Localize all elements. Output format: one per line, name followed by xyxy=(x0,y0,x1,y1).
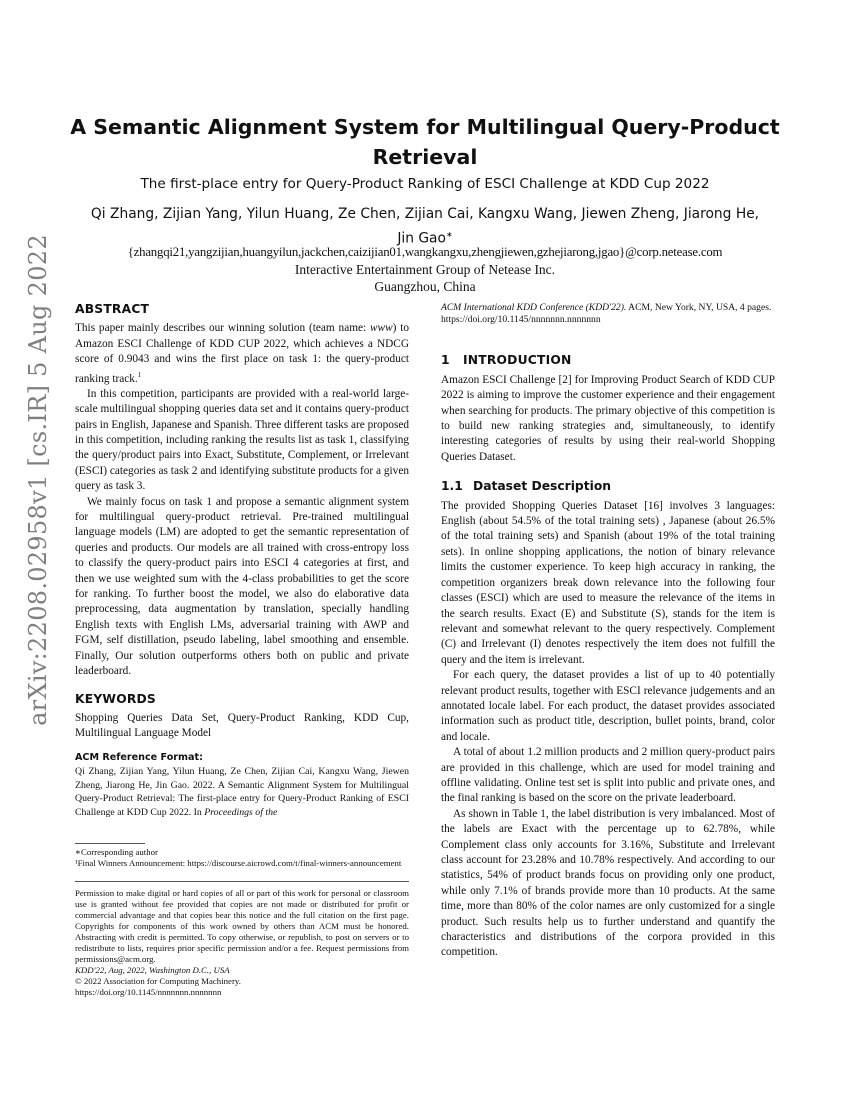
footnote-winners: ¹Final Winners Announcement: https://discourse.aicrowd.com/t/final-winners-announcement xyxy=(75,858,402,869)
dataset-paragraph-1: The provided Shopping Queries Dataset [16] involves 3 languages: English (about 54.5% of the total training sets) , Japanese (about 26.5% of the total training sets) and Spanish (about 19% of the total training sets). In online shopping applications, the notion of binary relevance limits the customer experience. To keep high accuracy in ranking, the competition organizers break down relevance into the following four classes (ESCI) which are used to measure the relevance of the items in the search results. Exact (E) and Substitute (S), stands for the item is relevant and somewhat relevant to the query respectively. Complement (C) and Irrelevant (I) denotes respectively the item does not fulfill the query and the item is irrelevant. xyxy=(441,499,775,666)
venue-line xyxy=(75,965,409,976)
subsection-number: 1.1 xyxy=(441,479,463,494)
paper-subtitle: The first-place entry for Query-Product Ranking of ESCI Challenge at KDD Cup 2022 xyxy=(140,176,710,192)
affiliation-block xyxy=(60,261,790,295)
intro-paragraph-1: Amazon ESCI Challenge [2] for Improving Product Search of KDD CUP 2022 is aiming to improve the customer experience and their engagement when searching for products. The primary objective of this competition is to build new ranking strategies and, simultaneously, to identify interesting categories of results by using their real-world Shopping Queries Dataset. xyxy=(441,373,775,463)
permission-rule xyxy=(75,881,409,882)
abstract-paragraph-3: We mainly focus on task 1 and propose a semantic alignment system for multilingual query-product retrieval. Pre-trained multilingual language models (LM) are adopted to get the semantic representation of queries and products. Our models are all trained with cross-entropy loss to classify the query-product pairs into ESCI 4 categories at first, and then we use weighted sum with the 4-class probabilities to get the score for ranking. To further boost the model, we also do elaborative data preprocessing, data augmentation by translation, specially handling English texts with English LMs, adversarial training with AWP and FGM, self distillation, pseudo labeling, label smoothing and ensemble. Finally, Our solution outperforms others both on public and private leaderboard. xyxy=(75,495,409,678)
left-column xyxy=(75,302,409,998)
keywords-heading: KEYWORDS xyxy=(75,691,156,706)
dataset-paragraph-4: As shown in Table 1, the label distribution is very imbalanced. Most of the labels are Exact with the percentage up to 62.78%, while Complement class only accounts for 3.16%, Substitute and Irrelevant class account for 23.28% and 10.78% respectively. And according to our statistics, 54% of product brands focus on providing only one product, while only 7.1% of brands provide more than 10 products. At the same time, more than 80% of the color names are only customized for a single product. Such results help us to further understand and quantify the characteristics and distributions of the corpora provided in this competition. xyxy=(441,807,775,959)
author-emails: {zhangqi21,yangzijian,huangyilun,jackchen,caizijian01,wangkangxu,zhengjiewen,gzhejiarong,jgao}@corp.netease.com xyxy=(127,245,723,259)
acm-reference-conference: ACM International KDD Conference (KDD'22). xyxy=(441,302,627,313)
abstract-p1-end: ) to Amazon ESCI Challenge of KDD CUP 2022, which achieves a NDCG score of 0.9043 and wins the first place on task 1: the query-product ranking track. xyxy=(75,322,410,385)
abstract-paragraph-2: In this competition, participants are provided with a real-world large-scale multilingual shopping queries data set and it contains query-product pairs in English, Japanese and Spanish. Three different tasks are proposed in this competition, including ranking the results list as task 1, classifying the query/product pairs into Exact, Substitute, Complement, or Irrelevant (ESCI) categories as task 2 and identifying substitute products for a given query as task 3. xyxy=(75,387,410,493)
section-title: INTRODUCTION xyxy=(463,353,572,368)
acm-reference-heading: ACM Reference Format: xyxy=(75,751,203,763)
acm-reference-continued xyxy=(441,302,775,325)
arxiv-sidebar-stamp xyxy=(16,234,60,726)
footnote-corresponding: ∗Corresponding author xyxy=(75,847,158,858)
abstract-p1-start: This paper mainly describes our winning solution (team name: xyxy=(75,322,370,335)
team-name: www xyxy=(370,322,393,335)
footnote-marker: 1 xyxy=(137,370,142,379)
abstract-paragraph-1 xyxy=(75,321,409,386)
section-number: 1 xyxy=(441,353,450,368)
permission-notice: Permission to make digital or hard copies of all or part of this work for personal or classroom use is granted without fee provided that copies are not made or distributed for profit or commercial advantage and that copies bear this notice and the full citation on the first page. Copyrights for components of this work owned by others than ACM must be honored. Abstracting with credit is permitted. To copy otherwise, or republish, to post on servers or to redistribute to lists, requires prior specific permission and/or a fee. Request permissions from permissions@acm.org. xyxy=(75,888,409,965)
footnote-rule xyxy=(75,843,145,844)
author-list xyxy=(90,205,760,249)
dataset-paragraph-2: For each query, the dataset provides a list of up to 40 potentially relevant product results, together with ESCI relevance judgements and an annotated locale label. For each product, the dataset provides associated information such as product title, description, bullet points, brand, color and locale. xyxy=(441,669,775,743)
author-footnote-mark: ∗ xyxy=(445,229,453,239)
venue: KDD'22, Aug, 2022, Washington D.C., USA xyxy=(75,965,230,976)
acm-reference-proceedings: Proceedings of the xyxy=(204,806,278,818)
abstract-heading: ABSTRACT xyxy=(75,302,150,316)
subsection-title: Dataset Description xyxy=(473,479,612,494)
acm-reference-text xyxy=(75,765,409,819)
paper-title: A Semantic Alignment System for Multilingual Query-Product Retrieval xyxy=(70,115,780,169)
copyright-line: © 2022 Association for Computing Machinery. xyxy=(75,976,241,987)
arxiv-id: arXiv:2208.02958v1 [cs.IR] 5 Aug 2022 xyxy=(24,234,52,726)
acm-reference-tail: ACM, New York, NY, USA, 4 pages. https://doi.org/10.1145/nnnnnnn.nnnnnnn xyxy=(441,302,772,325)
dataset-paragraph-3: A total of about 1.2 million products and 2 million query-product pairs are provided in this challenge, which are used for model training and offline validating. Online test set is split into public and private ones, and the final ranking is based on the score on the private leaderboard. xyxy=(441,746,775,805)
authors-text: Qi Zhang, Zijian Yang, Yilun Huang, Ze Chen, Zijian Cai, Kangxu Wang, Jiewen Zheng, Jiarong He, Jin Gao xyxy=(90,206,760,247)
right-column xyxy=(441,302,775,961)
location: Guangzhou, China xyxy=(374,279,476,294)
dataset-heading xyxy=(441,479,775,494)
introduction-heading xyxy=(441,353,775,368)
doi-link[interactable]: https://doi.org/10.1145/nnnnnnn.nnnnnnn xyxy=(75,987,222,998)
acm-reference-body: Qi Zhang, Zijian Yang, Yilun Huang, Ze Chen, Zijian Cai, Kangxu Wang, Jiewen Zheng, Jiarong He, Jin Gao. 2022. A Semantic Alignment System for Multilingual Query-Product Retrieval: The first-place entry for Query-Product Ranking of ESCI Challenge at KDD Cup 2022. In xyxy=(75,766,409,818)
keywords-text: Shopping Queries Data Set, Query-Product Ranking, KDD Cup, Multilingual Language Model xyxy=(75,711,409,740)
affiliation: Interactive Entertainment Group of Netease Inc. xyxy=(294,262,556,277)
